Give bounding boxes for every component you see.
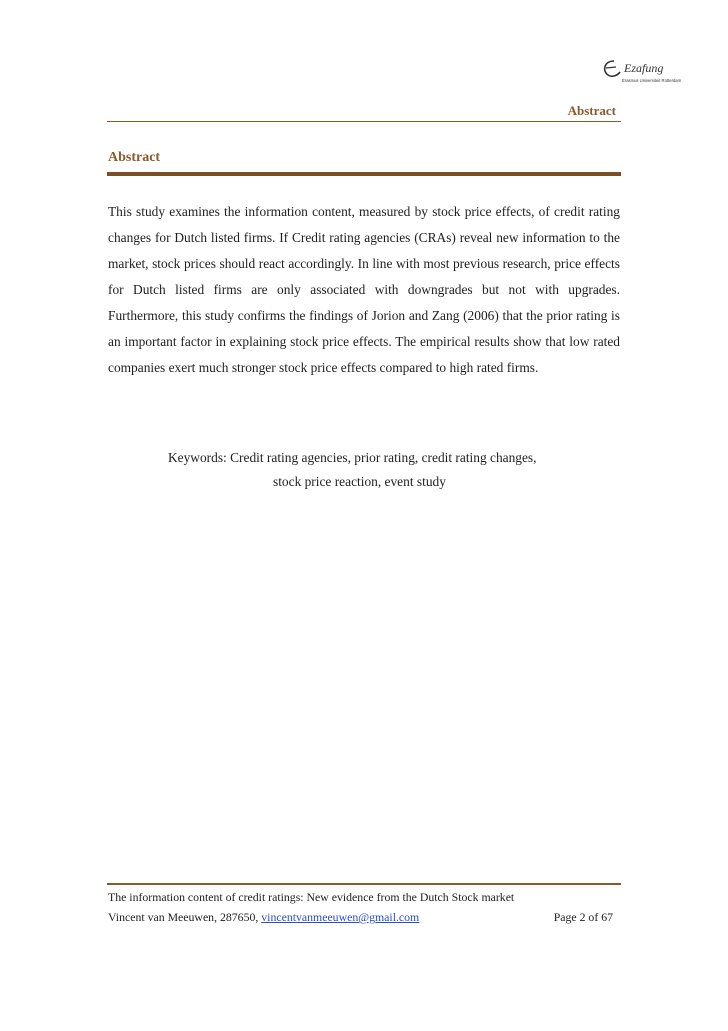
footer-author-line: [108, 910, 620, 925]
logo-caption: Erasmus Universiteit Rotterdam: [622, 78, 682, 83]
keywords-line-2: stock price reaction, event study: [273, 474, 446, 489]
footer-divider: [107, 883, 621, 885]
university-logo: [600, 55, 692, 85]
keywords-line-1: Keywords: Credit rating agencies, prior rating, credit rating changes,: [168, 450, 537, 465]
abstract-text-emphasis: price effects for Dutch listed firms are only associated with downgrades but not with upgrades.: [108, 256, 620, 297]
abstract-text-part3: Furthermore, this study confirms the findings of Jorion and Zang (2006) that the prior rating is an important factor in explaining stock price effects. The empirical results show that low rated companies exert much stronger stock price effects compared to high rated firms.: [108, 308, 620, 375]
university-logo-graphic: [600, 55, 692, 85]
section-heading: Abstract: [108, 150, 161, 165]
section-divider: [107, 172, 621, 176]
footer-author: Vincent van Meeuwen, 287650,: [108, 910, 259, 924]
logo-script: Ezafung: [624, 61, 664, 75]
abstract-text-part1: This study examines the information content, measured by stock price effects, of credit rating changes for Dutch listed firms. If Credit rating agencies (CRAs) reveal new information to the market, stock prices should react accordingly. In line with most previous research,: [108, 204, 620, 271]
header-divider: [107, 121, 621, 122]
footer-title: The information content of credit ratings: New evidence from the Dutch Stock market: [108, 890, 515, 904]
abstract-paragraph: [108, 199, 620, 381]
running-header-title: Abstract: [567, 103, 616, 118]
footer-email-link[interactable]: vincentvanmeeuwen@gmail.com: [261, 910, 420, 924]
page-number: Page 2 of 67: [553, 910, 613, 924]
